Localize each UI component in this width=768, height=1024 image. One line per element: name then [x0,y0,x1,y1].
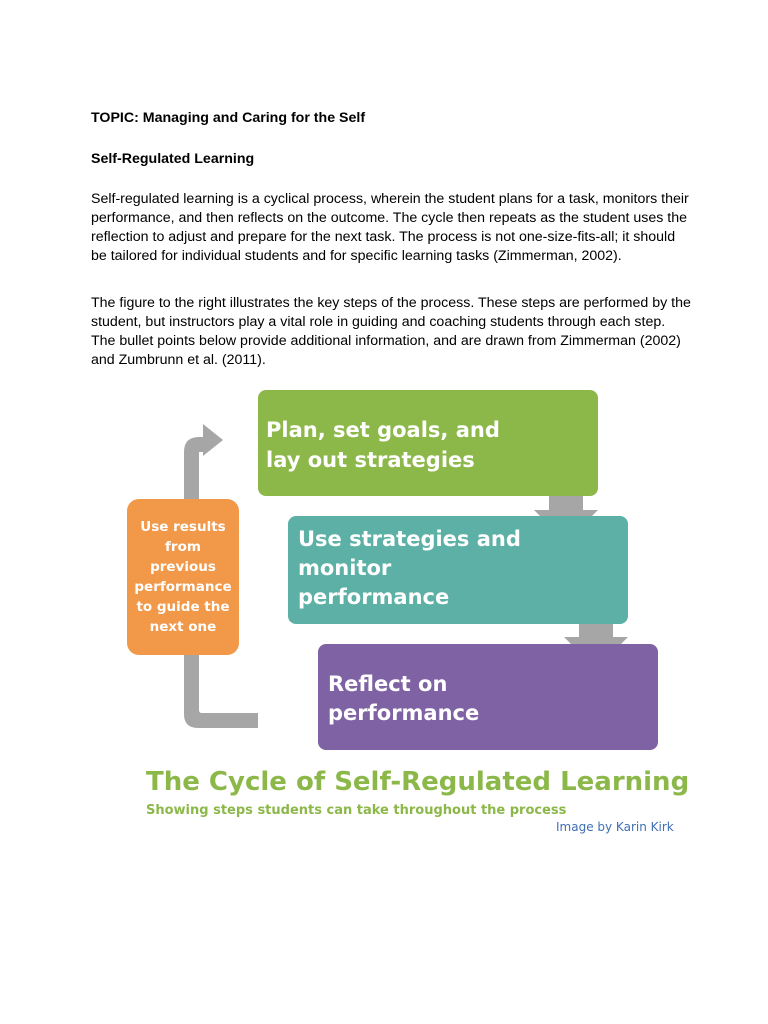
step-plan-label: Plan, set goals, and lay out strategies [266,418,500,472]
figure-credit: Image by Karin Kirk [556,820,674,834]
step-monitor-box [288,516,628,624]
paragraph-intro: Self-regulated learning is a cyclical process, wherein the student plans for a task, monitors their performance, and then reflects on the outcome. The cycle then repeats as the student uses the reflection to adjust and prepare for the next task. The process is not one-size-fits-all; it should be tailored for individual students and for specific learning tasks (Zimmerman, 2002). [91,191,689,264]
topic-heading: TOPIC: Managing and Caring for the Self [91,110,366,126]
figure-subtitle: Showing steps students can take throughout the process [146,803,567,818]
step-plan-box [258,390,598,496]
step-monitor-label: Use strategies and monitor performance [298,527,521,609]
step-reflect-label: Reflect on performance [328,672,480,725]
step-reflect-box [318,644,658,750]
figure-title: The Cycle of Self-Regulated Learning [146,767,690,797]
step-use-results-label: Use results from previous performance to guide the next one [134,519,232,635]
step-use-results-box [127,499,239,655]
paragraph-figure-description: The figure to the right illustrates the key steps of the process. These steps are performed by the student, but instructors play a vital role in guiding and coaching students through each step. The bullet points below provide additional information, and are drawn from Zimmerman (2002) and Zumbrunn et al. (2011). [91,295,691,368]
section-heading: Self-Regulated Learning [91,151,255,167]
